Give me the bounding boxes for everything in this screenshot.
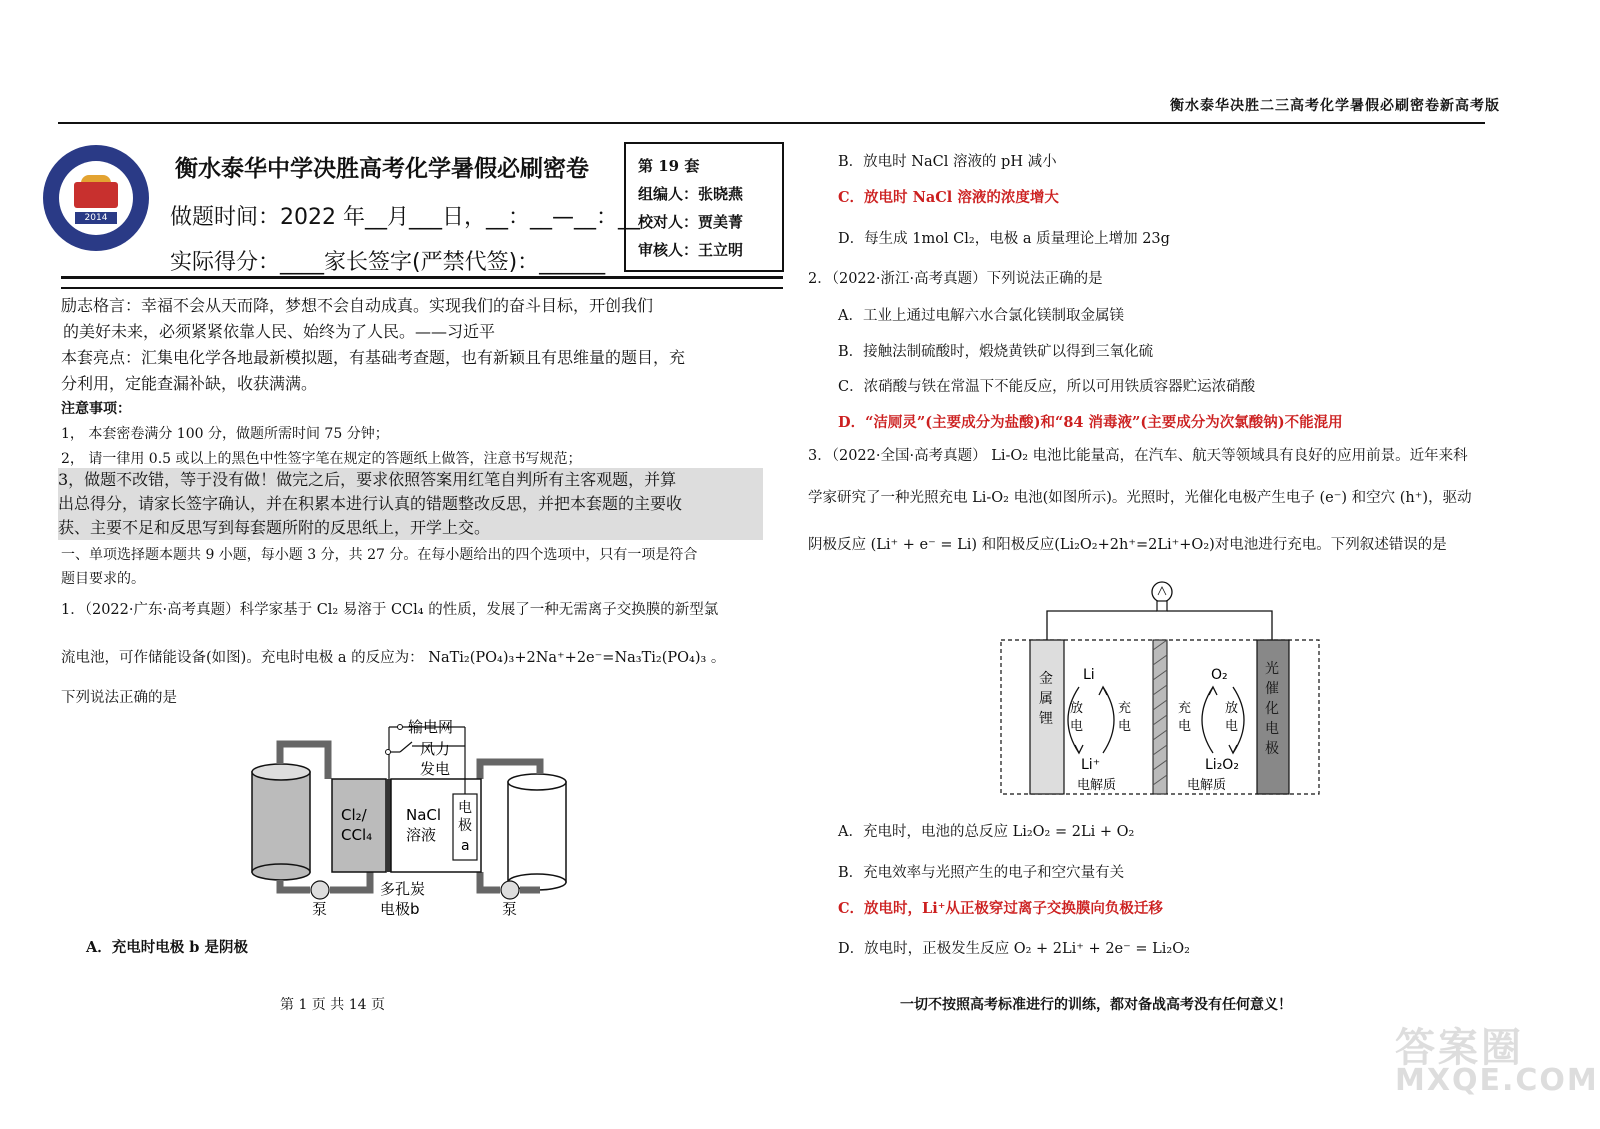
label-charge-right-1: 充	[1178, 701, 1192, 716]
score-line: 实际得分：____家长签字(严禁代签)：______	[170, 250, 606, 275]
q3-option-d: D．放电时，正极发生反应 O₂ + 2Li⁺ + 2e⁻ = Li₂O₂	[838, 941, 1190, 957]
reviewer: 审核人：王立明	[638, 241, 744, 259]
q3-option-c: C．放电时，Li⁺从正极穿过离子交换膜向负极迁移	[838, 900, 1163, 917]
photo-char-5: 极	[1265, 741, 1279, 757]
label-grid: 输电网	[408, 718, 454, 736]
label-wind-2: 发电	[420, 760, 451, 778]
label-discharge-left-2: 电	[1070, 719, 1084, 734]
running-header: 衡水泰华决胜二三高考化学暑假必刷密卷新高考版	[1170, 98, 1500, 114]
highlight-line-2: 分利用，定能查漏补缺，收获满满。	[61, 374, 318, 393]
logo-year: 2014	[75, 212, 117, 224]
logo-book-icon	[74, 182, 118, 208]
li-metal-char-2: 属	[1039, 691, 1053, 707]
q3-line-1: 3．（2022·全国·高考真题） Li-O₂ 电池比能量高，在汽车、航天等领域具有良好的应用前景。近年来科	[808, 448, 1468, 464]
label-discharge-right-2: 电	[1225, 719, 1239, 734]
light-bulb-icon	[1152, 582, 1172, 611]
label-carbon-2: 电极b	[380, 900, 420, 918]
left-tank	[252, 764, 310, 880]
flow-battery-diagram	[240, 712, 580, 927]
photo-char-3: 化	[1265, 701, 1279, 717]
note-3-line-2: 出总得分，请家长签字确认，并在积累本进行认真的错题整改反思，并把本套题的主要收	[58, 494, 683, 513]
highlight-line-1: 本套亮点：汇集电化学各地最新模拟题，有基础考查题，也有新颖且有思维量的题目，充	[61, 348, 686, 367]
q1-line-1: 1．（2022·广东·高考真题）科学家基于 Cl₂ 易溶于 CCl₄ 的性质，发展了一种无需离子交换膜的新型氯	[61, 602, 719, 618]
q1-option-d: D．每生成 1mol Cl₂，电极 a 质量理论上增加 23g	[838, 231, 1170, 247]
label-nacl: NaCl	[406, 806, 442, 824]
label-ccl4: CCl₄	[341, 826, 373, 844]
q2-option-a: A．工业上通过电解六水合氯化镁制取金属镁	[838, 308, 1124, 324]
q3-line-3: 阴极反应 (Li⁺ + e⁻ = Li) 和阳极反应(Li₂O₂+2h⁺=2Li⁺+O₂)对电池进行充电。下列叙述错误的是	[808, 537, 1447, 553]
q3-option-b: B．充电效率与光照产生的电子和空穴量有关	[838, 865, 1125, 881]
q2-stem: 2．（2022·浙江·高考真题）下列说法正确的是	[808, 271, 1103, 287]
q3-option-a: A．充电时，电池的总反应 Li₂O₂ = 2Li + O₂	[838, 824, 1135, 840]
notes-title: 注意事项：	[61, 401, 131, 417]
photo-char-1: 光	[1265, 661, 1279, 677]
label-charge-left-1: 充	[1118, 701, 1132, 716]
note-3-line-3: 获、主要不足和反思写到每套题所附的反思纸上，开学上交。	[58, 518, 491, 537]
motto-line-1: 励志格言：幸福不会从天而降，梦想不会自动成真。实现我们的奋斗目标，开创我们	[61, 296, 654, 315]
note-3-line-1: 3，做题不改错，等于没有做！做完之后，要求依照答案用红笔自判所有主客观题，并算	[58, 470, 677, 489]
q1-line-2: 流电池，可作储能设备(如图)。充电时电极 a 的反应为： NaTi₂(PO₄)₃+2Na⁺+2e⁻=Na₃Ti₂(PO₄)₃ 。	[61, 650, 726, 666]
label-o2: O₂	[1211, 667, 1228, 683]
q1-option-b: B．放电时 NaCl 溶液的 pH 减小	[838, 154, 1057, 170]
label-discharge-right-1: 放	[1225, 701, 1239, 716]
motto-block	[61, 293, 771, 397]
q3-line-2: 学家研究了一种光照充电 Li-O₂ 电池(如图所示)。光照时，光催化电极产生电子 (e⁻) 和空穴 (h⁺)，驱动	[808, 490, 1472, 506]
section-line-1: 一、单项选择题本题共 9 小题，每小题 3 分，共 27 分。在每小题给出的四个选项中，只有一项是符合	[61, 547, 698, 563]
note-1: 1， 本套密卷满分 100 分，做题所需时间 75 分钟；	[61, 426, 389, 442]
label-pump-left: 泵	[312, 900, 328, 918]
label-carbon-1: 多孔炭	[380, 880, 426, 898]
label-charge-right-2: 电	[1178, 719, 1192, 734]
q1-option-c: C．放电时 NaCl 溶液的浓度增大	[838, 189, 1059, 206]
exam-title: 衡水泰华中学决胜高考化学暑假必刷密卷	[175, 156, 589, 182]
q2-option-d: D．“洁厕灵”(主要成分为盐酸)和“84 消毒液”(主要成分为次氯酸钠)不能混用	[838, 414, 1343, 431]
section-line-2: 题目要求的。	[61, 571, 145, 587]
watermark-logo: 答案圈	[1395, 1025, 1524, 1071]
editor: 组编人：张晓燕	[638, 185, 744, 203]
checker: 校对人：贾美菁	[638, 213, 744, 231]
label-li2o2: Li₂O₂	[1205, 757, 1239, 773]
label-electrode-a-2: 极	[458, 818, 472, 834]
pump-right-icon	[501, 881, 519, 899]
info-box	[624, 142, 784, 272]
li-metal-char-3: 锂	[1039, 711, 1053, 727]
label-electrode-a-1: 电	[458, 800, 472, 816]
label-solution: 溶液	[406, 826, 437, 844]
photo-char-4: 电	[1265, 721, 1279, 737]
label-discharge-left-1: 放	[1070, 701, 1084, 716]
note-2: 2， 请一律用 0.5 或以上的黑色中性签字笔在规定的答题纸上做答，注意书写规范；	[61, 451, 582, 467]
double-rule	[61, 276, 783, 289]
label-electrolyte-right: 电解质	[1187, 778, 1227, 793]
header-rule	[58, 122, 1485, 124]
footer-slogan: 一切不按照高考标准进行的训练，都对备战高考没有任何意义！	[900, 997, 1292, 1013]
li-metal-char-1: 金	[1039, 671, 1053, 687]
watermark-url: MXQE.COM	[1395, 1063, 1599, 1098]
q2-option-b: B．接触法制硫酸时，煅烧黄铁矿以得到三氧化硫	[838, 344, 1154, 360]
note-3-highlight	[58, 468, 763, 540]
q1-line-3: 下列说法正确的是	[61, 690, 177, 706]
right-tank	[508, 774, 566, 890]
q2-option-c: C．浓硝酸与铁在常温下不能反应，所以可用铁质容器贮运浓硝酸	[838, 379, 1256, 395]
label-cl2: Cl₂/	[341, 806, 367, 824]
school-logo	[43, 145, 149, 251]
time-line: 做题时间：2022 年__月___日，__：__—__：__	[170, 205, 640, 230]
label-pump-right: 泵	[502, 900, 518, 918]
pump-left-icon	[311, 881, 329, 899]
label-charge-left-2: 电	[1118, 719, 1132, 734]
label-electrode-a-3: a	[461, 838, 470, 854]
label-li-ion: Li⁺	[1081, 757, 1101, 773]
page-number: 第 1 页 共 14 页	[280, 997, 385, 1013]
motto-line-2: 的美好未来，必须紧紧依靠人民、始终为了人民。——习近平	[63, 322, 496, 341]
label-li: Li	[1083, 667, 1095, 683]
set-number: 第 19 套	[638, 157, 700, 175]
q1-option-a: A．充电时电极 b 是阴极	[86, 939, 248, 956]
li-o2-battery-diagram	[995, 575, 1325, 797]
label-wind-1: 风力	[420, 740, 451, 758]
photo-char-2: 催	[1265, 681, 1279, 697]
label-electrolyte-left: 电解质	[1077, 778, 1117, 793]
